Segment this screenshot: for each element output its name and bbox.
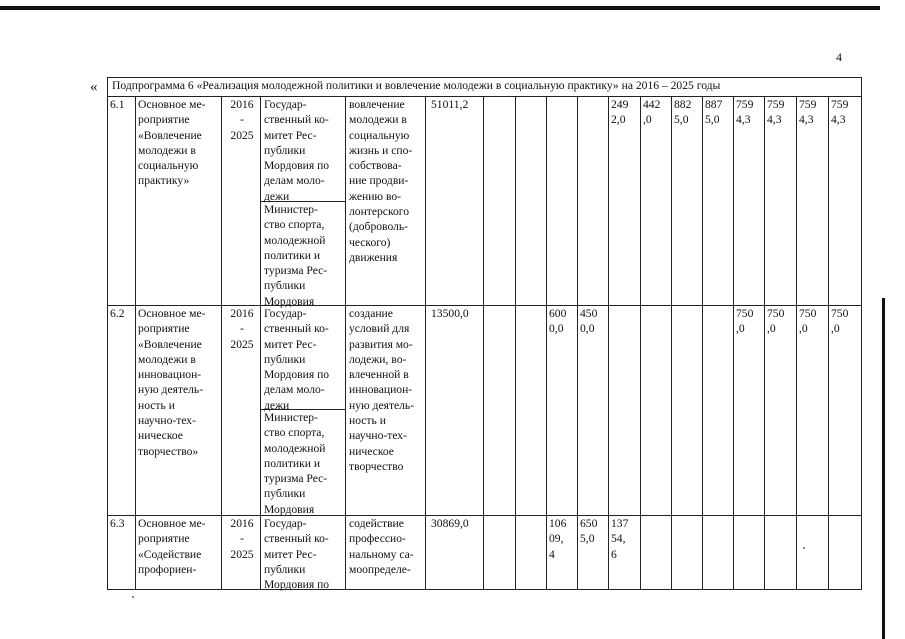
measure-name: Основное ме- роприятие «Содействие профориен- (138, 517, 206, 576)
row-rule (107, 515, 862, 516)
scan-speck (803, 547, 805, 549)
total-funding: 51011,2 (431, 98, 469, 111)
table-right-rule (861, 77, 862, 590)
funding-y2025: 759 4,3 (767, 98, 785, 127)
scan-right-edge (882, 298, 885, 639)
table-bottom-rule (107, 589, 862, 590)
row-number: 6.1 (110, 98, 125, 111)
page-number: 4 (836, 50, 842, 64)
expected-result: вовлечение молодежи в социальную жизнь и спо- собствова- ние продви- жению во- лонтерского (доброволь- ческого) движения (349, 98, 413, 264)
funding-y2023: 887 5,0 (705, 98, 723, 127)
funding-y2024: 759 4,3 (736, 98, 754, 127)
total-funding: 13500,0 (431, 307, 469, 320)
funding-y2020: 137 54, 6 (611, 517, 629, 561)
measure-name: Основное ме- роприятие «Вовлечение молодежи в социальную практику» (138, 98, 206, 188)
funding-y2019: 450 0,0 (580, 307, 598, 336)
subprogram-title: Подпрограмма 6 «Реализация молодежной политики и вовлечение молодежи в социальную практику» на 2016 – 2025 годы (112, 79, 721, 92)
funding-y2027: 759 4,3 (831, 98, 849, 127)
executor-primary: Государ- ственный ко- митет Рес- публики Мордовия по делам моло- дежи (264, 307, 330, 412)
funding-y2020: 249 2,0 (611, 98, 629, 127)
executor-secondary: Министер- ство спорта, молодежной политики и туризма Рес- публики Мордовия (264, 411, 328, 516)
measure-name: Основное ме- роприятие «Вовлечение молодежи в инновацион- ную деятель- ность и научно-тех- ническое творчество» (138, 307, 206, 458)
table-left-rule (107, 77, 108, 590)
period: 2016 - 2025 (230, 98, 254, 142)
period: 2016 - 2025 (230, 307, 254, 351)
funding-y2021: 442 ,0 (643, 98, 661, 127)
period: 2016 - 2025 (230, 517, 254, 561)
total-funding: 30869,0 (431, 517, 469, 530)
row-number: 6.3 (110, 517, 125, 530)
row-number: 6.2 (110, 307, 125, 320)
funding-y2018: 600 0,0 (549, 307, 567, 336)
funding-y2019: 650 5,0 (580, 517, 598, 546)
executor-primary: Государ- ственный ко- митет Рес- публики Мордовия по (264, 517, 330, 592)
table-top-rule (107, 77, 862, 78)
expected-result: содействие профессио- нальному са- моопределе- (349, 517, 414, 576)
open-quote: « (90, 79, 98, 95)
funding-y2026: 750 ,0 (799, 307, 817, 336)
expected-result: создание условий для развития мо- лодежи, во- влеченной в инновацион- ную деятель- ность и научно-тех- ническое творчество (349, 307, 415, 473)
executor-secondary: Министер- ство спорта, молодежной политики и туризма Рес- публики Мордовия (264, 203, 328, 308)
funding-y2024: 750 ,0 (736, 307, 754, 336)
funding-y2027: 750 ,0 (831, 307, 849, 336)
scan-top-border (0, 6, 880, 10)
funding-y2018: 106 09, 4 (549, 517, 567, 561)
scan-speck (132, 596, 134, 598)
funding-y2026: 759 4,3 (799, 98, 817, 127)
funding-y2022: 882 5,0 (674, 98, 692, 127)
executor-primary: Государ- ственный ко- митет Рес- публики Мордовия по делам моло- дежи (264, 98, 330, 203)
funding-y2025: 750 ,0 (767, 307, 785, 336)
